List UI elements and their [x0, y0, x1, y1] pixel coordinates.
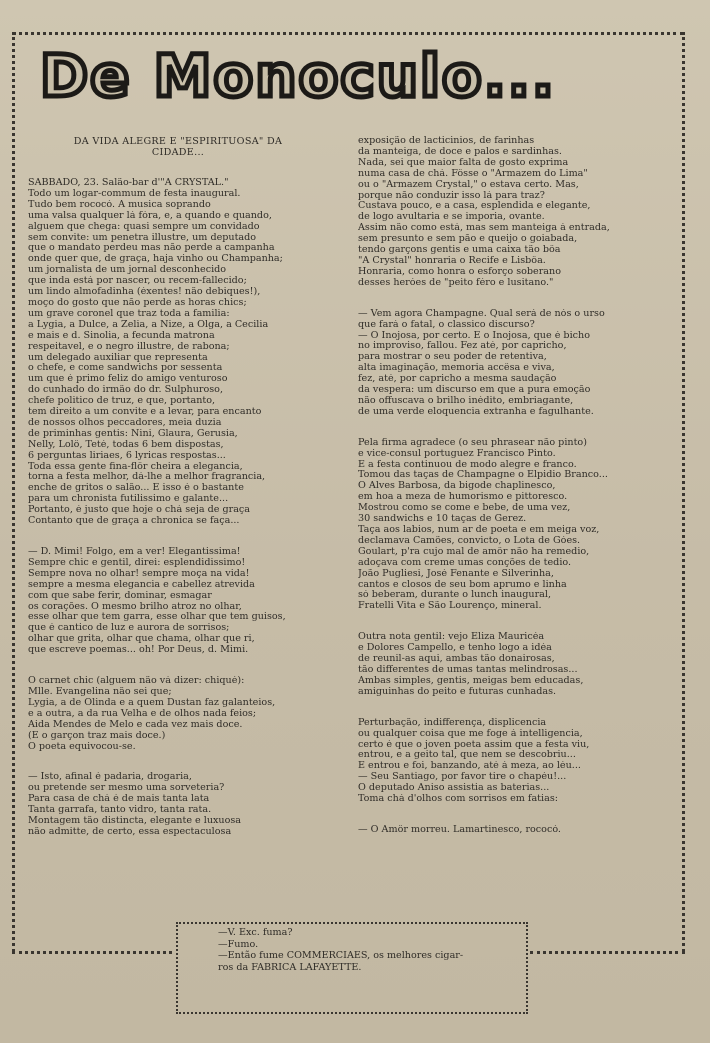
- text-line: — Seu Santiago, por favor tire o chapéu!...: [358, 772, 567, 783]
- text-line: porque não conduzir isso lá para traz?: [358, 190, 545, 201]
- text-line: declamava Camões, convicto, o Lota de Góes.: [358, 535, 581, 546]
- text-line: ou pretende ser mesmo uma sorveteria?: [28, 783, 225, 794]
- text-line: (E o garçon traz mais doce.): [28, 730, 166, 741]
- text-line: para mostrar o seu poder de retentiva,: [358, 352, 547, 363]
- left-paragraphs: [28, 178, 328, 838]
- text-line: ou o "Armazem Crystal," o estava certo. Mas,: [358, 179, 579, 190]
- text-line: SABBADO, 23. Salão-bar d'"A CRYSTAL.": [28, 178, 229, 188]
- text-line: chefe politico de truz, e que, portanto,: [28, 396, 216, 407]
- text-line: a Lygia, a Dulce, a Zelia, a Nize, a Olga, a Cecilia: [28, 319, 269, 330]
- heading-line: DA VIDA ALEGRE E "ESPIRITUOSA" DA: [73, 136, 283, 147]
- text-line: Toda essa gente fina-flôr cheira a elegancia,: [28, 461, 243, 472]
- text-line: Todo um logar-commum de festa inaugural.: [28, 188, 241, 199]
- paragraph: [28, 178, 328, 527]
- text-line: Mlle. Evangelina não sei que;: [28, 686, 172, 697]
- text-line: tendo garçons gentis e uma caixa tão bôa: [358, 245, 561, 256]
- text-line: Goulart, p'ra cujo mal de amôr não ha remedio,: [358, 546, 590, 557]
- text-line: desses heróes de "peito féro e lusitano.": [358, 277, 554, 288]
- text-line: 6 perguntas liriaes, 6 lyricas respostas...: [28, 450, 226, 461]
- paragraph: [358, 309, 670, 418]
- text-line: Para casa de chá é de mais tanta lata: [28, 794, 210, 805]
- dotted-border-bottom-left: [12, 951, 172, 954]
- dotted-border-right: [682, 32, 685, 952]
- text-line: Mostrou como se come e bebe, de uma vez,: [358, 503, 571, 514]
- text-line: exposição de lacticinios, de farinhas: [358, 136, 535, 146]
- text-line: torna a festa melhor, dá-lhe a melhor fragrancia,: [28, 472, 266, 483]
- page-title: [40, 40, 670, 112]
- column-heading: [28, 136, 328, 158]
- ad-line: —V. Exc. fuma?: [218, 927, 293, 938]
- text-line: alguem que chega: quasi sempre um convidado: [28, 221, 260, 232]
- text-line: não admitte, de certo, essa espectaculosa: [28, 826, 232, 837]
- text-line: amiguinhas do peito e futuras cunhadas.: [358, 686, 557, 697]
- paragraph: [358, 136, 670, 289]
- text-line: não offuscava o brilho inédito, embriagante,: [358, 395, 574, 406]
- text-line: Contanto que de graça a chronica se faça...: [28, 516, 240, 527]
- left-column: [28, 136, 328, 858]
- text-line: Toma chá d'olhos com sorrisos em fatias:: [358, 794, 558, 805]
- text-line: Sempre chic e gentil, direi: esplendidissimo!: [28, 557, 246, 568]
- text-line: fez, até, por capricho a mesma saudação: [358, 374, 557, 385]
- text-line: Tudo bem rococó. A musica soprando: [28, 199, 211, 210]
- text-line: O carnet chic (alguem não vá dizer: chiqué):: [28, 676, 245, 687]
- text-line: numa casa de chá. Fôsse o "Armazem do Lima": [358, 168, 588, 179]
- text-line: um jornalista de um jornal desconhecido: [28, 265, 227, 276]
- text-line: de uma verde eloquencia extranha e fagulhante.: [358, 406, 594, 417]
- text-line: E entrou e foi, banzando, até á meza, ao léu...: [358, 761, 581, 772]
- text-line: — O Inojosa, por certo. E o Inojosa, que é bicho: [358, 330, 590, 341]
- text-line: ou qualquer coisa que me foge á intelligencia,: [358, 728, 583, 739]
- text-line: só beberam, durante o lunch inaugural,: [358, 590, 552, 601]
- text-line: Sempre nova no olhar! sempre moça na vida!: [28, 568, 250, 579]
- paragraph: [28, 772, 328, 837]
- text-line: e vice-consul portuguez Francisco Pinto.: [358, 448, 556, 459]
- dotted-border-top: [12, 32, 684, 35]
- text-line: e a outra, a da rua Velha e de olhos nada feios;: [28, 708, 257, 719]
- text-line: que inda está por nascer, ou recem-fallecido;: [28, 276, 247, 287]
- text-line: 30 sandwichs e 10 taças de Gerez.: [358, 514, 527, 525]
- text-line: João Pugliesi, José Fenante e Silverinha,: [358, 568, 554, 579]
- text-line: da manteiga, de doce e palos e sardinhas.: [358, 146, 562, 157]
- text-line: da vespera: um discurso em que a pura emoção: [358, 385, 591, 396]
- text-line: sempre a mesma elegancia e cabellez atrevida: [28, 579, 255, 590]
- text-line: Portanto, é justo que hoje o chá seja de graça: [28, 505, 251, 516]
- ad-line: —Então fume COMMERCIAES, os melhores cigar-: [218, 950, 464, 961]
- text-line: de nossos olhos peccadores, meia duzia: [28, 417, 222, 428]
- text-line: Honraria, como honra o esforço soberano: [358, 266, 561, 277]
- text-line: onde quer que, de graça, haja vinho ou Champanha;: [28, 254, 283, 265]
- text-line: — Isto, afinal é padaria, drogaria,: [28, 772, 192, 783]
- text-line: um lindo almofadinha (éxentes! não debiques!),: [28, 287, 261, 298]
- text-line: O Alves Barbosa, da bigode chaplinesco,: [358, 481, 556, 492]
- right-column: [358, 136, 670, 856]
- text-line: O poeta equivocou-se.: [28, 741, 136, 752]
- paragraph: [358, 438, 670, 613]
- text-line: O deputado Aniso assistia as baterias...: [358, 783, 550, 794]
- ad-line: —Fumo.: [218, 938, 259, 950]
- text-line: — O Amôr morreu. Lamartinesco, rococó.: [358, 824, 561, 835]
- text-line: o chefe, e come sandwichs por sessenta: [28, 363, 223, 374]
- text-line: e Dolores Campello, e tenho logo a idéa: [358, 643, 552, 654]
- text-line: respeitavel, e o negro illustre, de rabona;: [28, 341, 230, 352]
- text-line: Outra nota gentil: vejo Eliza Mauricéa: [358, 632, 545, 643]
- text-line: certo é que o joven poeta assim que a festa viu,: [358, 739, 590, 750]
- text-line: sem presunto e sem pão e queijo o goiabada,: [358, 234, 578, 245]
- ad-line: ros da FABRICA LAFAYETTE.: [218, 961, 362, 973]
- dotted-border-left: [12, 32, 15, 952]
- text-line: e mais e d. Sinolia, a fecunda matrona: [28, 330, 215, 341]
- text-line: uma valsa qualquer lá fóra, e, a quando e quando,: [28, 210, 272, 221]
- paragraph: [28, 676, 328, 752]
- text-line: de logo avultaria e se imporia, ovante.: [358, 212, 545, 223]
- paragraph: [358, 632, 670, 697]
- text-line: moço do gosto que não perde as horas chics;: [28, 297, 247, 308]
- text-line: cantos e closos de seu bom aprumo e linha: [358, 579, 567, 590]
- paragraph: [28, 547, 328, 656]
- text-line: Aida Mendes de Melo e cada vez mais doce.: [28, 719, 243, 730]
- text-line: E a festa continuou de modo alegre e franco.: [358, 459, 577, 470]
- text-line: — Vem agora Champagne. Qual será de nós o urso: [358, 308, 605, 319]
- text-line: "A Crystal" honraria o Recife e Lisbôa.: [358, 255, 546, 266]
- text-line: Custava pouco, e a casa, esplendida e elegante,: [358, 201, 591, 212]
- text-line: Nada, sei que maior falta de gosto exprima: [358, 157, 569, 168]
- text-line: Ambas simples, gentis, meigas bem educadas,: [358, 675, 584, 686]
- text-line: para um chronista futilissimo e galante...: [28, 494, 229, 505]
- text-line: Montagem tão distincta, elegante e luxuosa: [28, 816, 242, 827]
- heading-line: CIDADE...: [151, 147, 205, 158]
- title-text: De Monoculo...: [40, 42, 556, 110]
- paragraph: [358, 718, 670, 805]
- text-line: que fará o fatal, o classico discurso?: [358, 319, 535, 330]
- text-line: Assim não como está, mas sem manteiga á entrada,: [358, 223, 610, 234]
- advertisement-text: [218, 927, 518, 973]
- text-line: — D. Mimi! Folgo, em a ver! Elegantissima!: [28, 547, 241, 557]
- dotted-border-bottom-right: [530, 951, 685, 954]
- text-line: os corações. O mesmo brilho atroz no olhar,: [28, 601, 242, 612]
- text-line: do cunhado do irmão do dr. Sulphuroso,: [28, 385, 223, 396]
- text-line: esse olhar que tem garra, esse olhar que tem guisos,: [28, 612, 286, 623]
- text-line: sem convite: um penetra illustre, um deputado: [28, 232, 257, 243]
- text-line: com que sabe ferir, dominar, esmagar: [28, 590, 212, 601]
- right-paragraphs: [358, 136, 670, 836]
- text-line: Tomou das taças de Champagne o Elpidio Branco...: [358, 470, 608, 481]
- text-line: Nelly, Lolô, Teté, todas 6 bem dispostas,: [28, 439, 224, 450]
- text-line: entrou, e a geito tal, que nem se descobriu...: [358, 750, 576, 761]
- text-line: em hoa a meza de humorismo e pittoresco.: [358, 492, 568, 503]
- paragraph: [358, 825, 670, 836]
- text-line: Fratelli Vita e São Lourenço, mineral.: [358, 601, 542, 612]
- text-line: alta imaginação, memoria accêsa e viva,: [358, 363, 555, 374]
- text-line: adoçava com creme umas conções de tedio.: [358, 557, 572, 568]
- text-line: Taça aos labios, num ar de poeta e em meiga voz,: [358, 525, 600, 535]
- text-line: Pela firma agradece (o seu phrasear não pinto): [358, 437, 587, 448]
- text-line: que escreve poemas... oh! Por Deus, d. Mimi.: [28, 645, 249, 656]
- text-line: de priminhas gentis: Nini, Glaura, Gerusia,: [28, 428, 238, 439]
- text-line: Lygia, a de Olinda e a quem Dustan faz galanteios,: [28, 697, 276, 708]
- text-line: que é cantico de luz e aurora de sorrisos;: [28, 623, 230, 634]
- text-line: Tanta garrafa, tanto vidro, tanta rata.: [28, 805, 212, 816]
- text-line: tão differentes de umas tantas melindrosas...: [358, 664, 578, 675]
- text-line: Perturbação, indifferença, displicencia: [358, 717, 547, 728]
- text-line: um que é primo feliz do amigo venturoso: [28, 374, 228, 385]
- text-line: que o mandato perdeu mas não perde a campanha: [28, 243, 275, 254]
- text-line: um delegado auxiliar que representa: [28, 352, 208, 363]
- text-line: no improviso, fallou. Fez até, por capricho,: [358, 341, 567, 352]
- text-line: de reunil-as aqui, ambas tão donairosas,: [358, 654, 555, 665]
- text-line: enche de gritos o salão... E isso é o bastante: [28, 483, 244, 494]
- text-line: um grave coronel que traz toda a familia:: [28, 308, 230, 319]
- text-line: tem direito a um convite e a levar, para encanto: [28, 407, 262, 418]
- text-line: olhar que grita, olhar que chama, olhar que ri,: [28, 634, 255, 645]
